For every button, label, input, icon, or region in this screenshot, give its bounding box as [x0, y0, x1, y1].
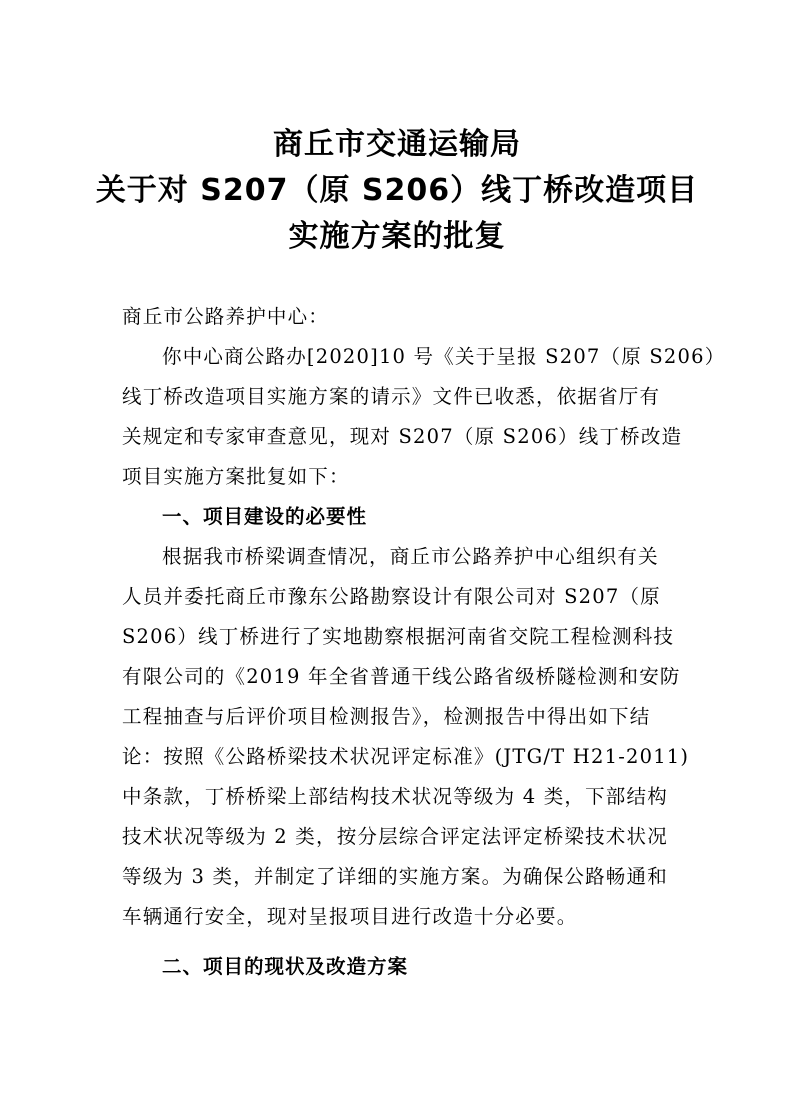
- paragraph-line: 中条款，丁桥桥梁上部结构技术状况等级为 4 类，下部结构: [122, 785, 668, 808]
- addressee: 商丘市公路养护中心：: [122, 305, 330, 328]
- paragraph-necessity: [122, 537, 690, 937]
- paragraph-request-reference: [122, 337, 726, 497]
- paragraph-line: 论：按照《公路桥梁技术状况评定标准》(JTG/T H21-2011): [122, 745, 690, 768]
- paragraph-line: 等级为 3 类，并制定了详细的实施方案。为确保公路畅通和: [122, 865, 668, 888]
- document-title: [0, 122, 794, 260]
- document-body: [122, 297, 726, 987]
- paragraph-line: S206）线丁桥进行了实地勘察根据河南省交院工程检测科技: [122, 625, 675, 648]
- section-gap: [122, 937, 682, 947]
- paragraph-line: 关规定和专家审查意见，现对 S207（原 S206）线丁桥改造: [122, 425, 683, 448]
- title-line-issuer: 商丘市交通运输局: [273, 127, 521, 162]
- paragraph-line: 根据我市桥梁调查情况，商丘市公路养护中心组织有关: [162, 545, 659, 568]
- paragraph-line: 人员并委托商丘市豫东公路勘察设计有限公司对 S207（原: [122, 585, 661, 608]
- paragraph-line: 工程抽查与后评价项目检测报告》，检测报告中得出如下结: [122, 705, 651, 728]
- paragraph-line: 你中心商公路办[2020]10 号《关于呈报 S207（原 S206）: [162, 345, 726, 368]
- section-heading-status-plan: 二、项目的现状及改造方案: [162, 955, 409, 978]
- title-line-subject-end: 实施方案的批复: [288, 219, 506, 254]
- title-line-subject: 关于对 S207（原 S206）线丁桥改造项目: [95, 173, 699, 208]
- paragraph-line: 线丁桥改造项目实施方案的请示》文件已收悉，依据省厅有: [122, 385, 661, 408]
- paragraph-line: 有限公司的《2019 年全省普通干线公路省级桥隧检测和安防: [122, 665, 681, 688]
- paragraph-line: 项目实施方案批复如下：: [122, 465, 350, 488]
- paragraph-line: 车辆通行安全，现对呈报项目进行改造十分必要。: [122, 905, 578, 928]
- paragraph-line: 技术状况等级为 2 类，按分层综合评定法评定桥梁技术状况: [122, 825, 668, 848]
- section-heading-necessity: 一、项目建设的必要性: [162, 505, 368, 528]
